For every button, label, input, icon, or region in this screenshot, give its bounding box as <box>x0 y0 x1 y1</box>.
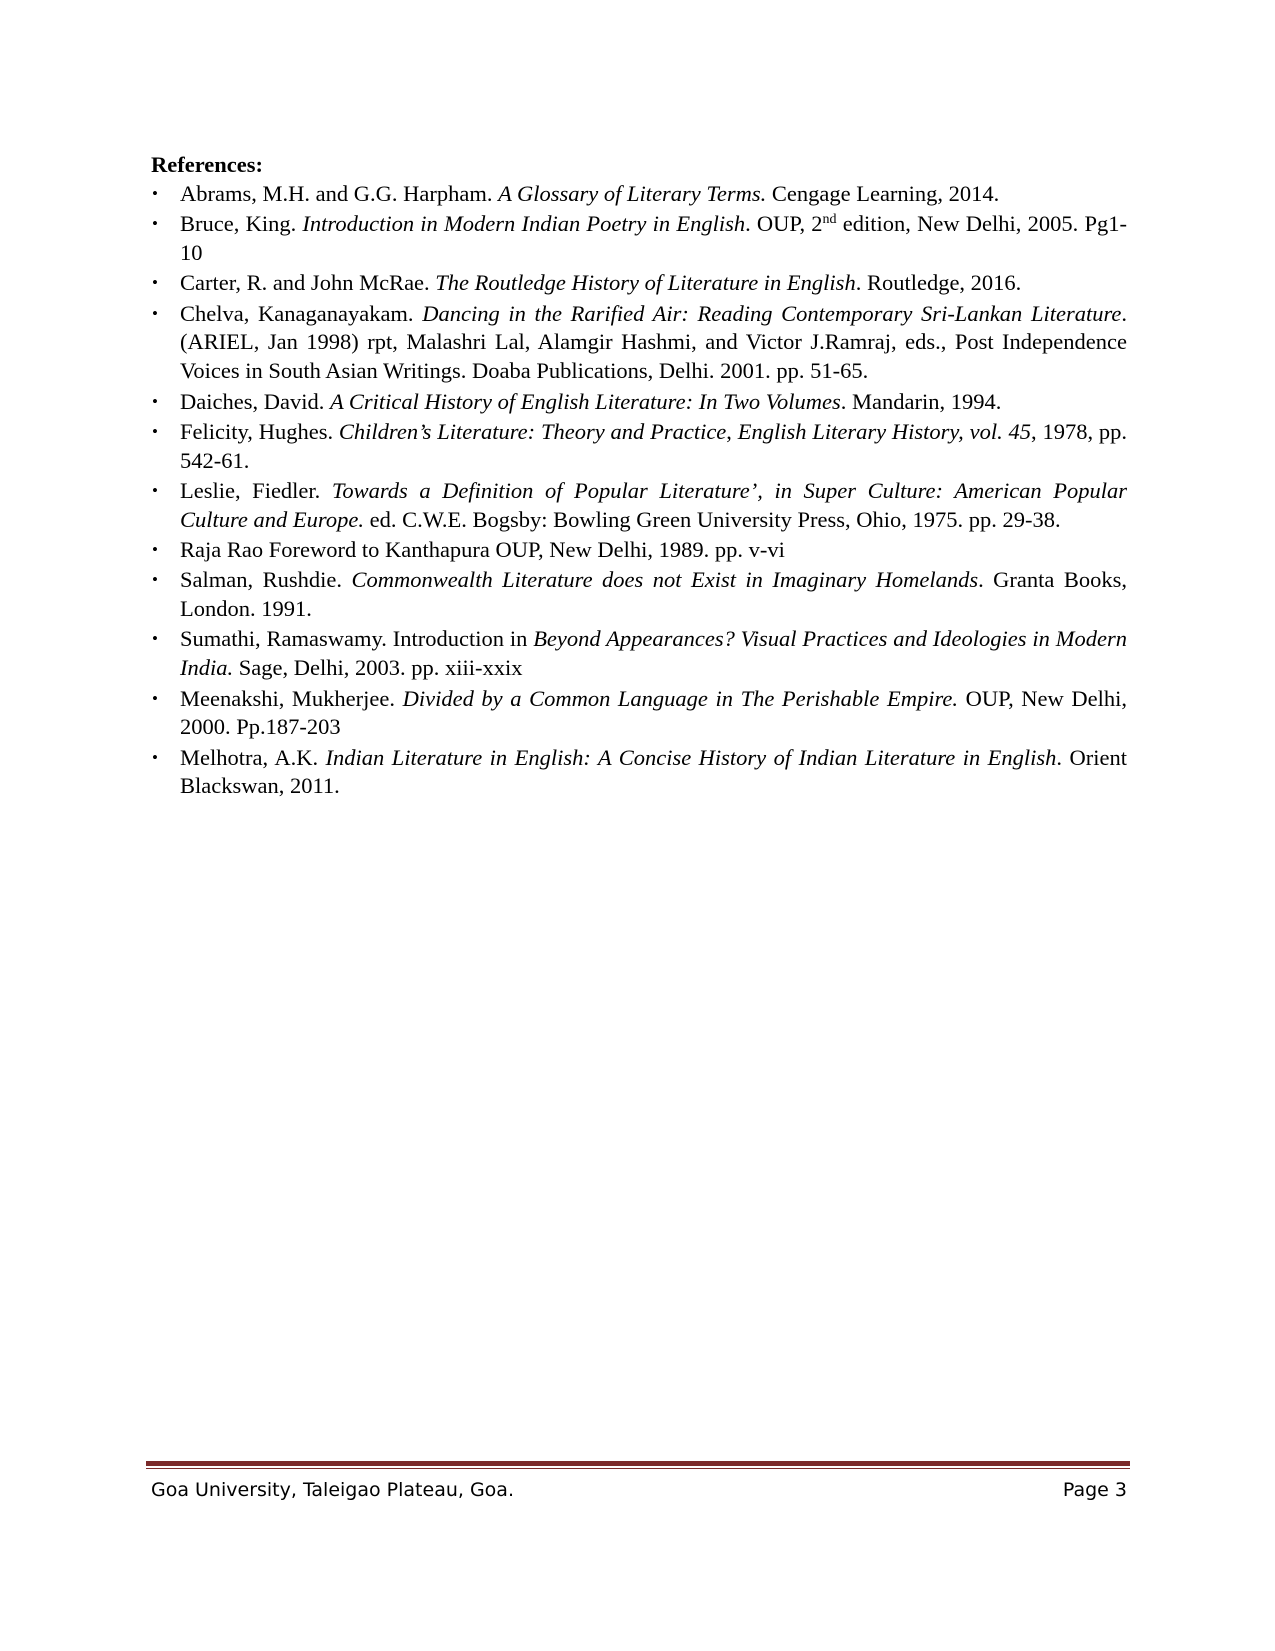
bullet-icon: • <box>152 629 158 649</box>
references-section <box>151 150 1127 803</box>
page-number: Page 3 <box>1062 1479 1127 1501</box>
bullet-icon: • <box>152 391 158 411</box>
reference-item: • Bruce, King. Introduction in Modern Indian Poetry in English. OUP, 2nd edition, New Delhi, 2005. Pg1-10 <box>152 211 1127 266</box>
bullet-icon: • <box>152 303 158 323</box>
bullet-icon: • <box>152 184 158 203</box>
reference-journal: English Literary History, vol. 45 <box>737 418 1032 444</box>
bullet-icon: • <box>152 214 158 234</box>
reference-title: Commonwealth Literature does not Exist in Imaginary Homelands <box>351 567 979 593</box>
reference-title: Towards a Definition of Popular Literature’, in Super Culture: American Popular Culture and Europe. <box>180 477 1128 532</box>
reference-item: • Sumathi, Ramaswamy. Introduction in Beyond Appearances? Visual Practices and Ideologies in Modern India. Sage, Delhi, 2003. pp. xiii-xxix <box>152 626 1127 681</box>
bullet-icon: • <box>152 747 158 767</box>
bullet-icon: • <box>152 480 158 500</box>
reference-item: • Melhotra, A.K. Indian Literature in English: A Concise History of Indian Literature in English. Orient Blackswan, 2011. <box>152 744 1127 799</box>
bullet-icon: • <box>152 540 158 560</box>
reference-item: • Daiches, David. A Critical History of English Literature: In Two Volumes. Mandarin, 1994. <box>151 388 1127 417</box>
reference-item: • Meenakshi, Mukherjee. Divided by a Common Language in The Perishable Empire. OUP, New Delhi, 2000. Pp.187-203 <box>152 685 1127 740</box>
footer-divider-thin <box>146 1468 1130 1469</box>
reference-item: • Raja Rao Foreword to Kanthapura OUP, New Delhi, 1989. pp. v-vi <box>151 536 1127 565</box>
reference-item: • Chelva, Kanaganayakam. Dancing in the Rarified Air: Reading Contemporary Sri-Lankan Literature. (ARIEL, Jan 1998) rpt, Malashri Lal, Alamgir Hashmi, and Victor J.Ramraj, eds., Post Independence Voices in South Asian Writings. Doaba Publications, Delhi. 2001. pp. 51-65. <box>152 300 1128 384</box>
bullet-icon: • <box>152 688 158 708</box>
reference-item: • Felicity, Hughes. Children’s Literature: Theory and Practice, English Literary History, vol. 45, 1978, pp. 542-61. <box>152 418 1128 473</box>
reference-title: Divided by a Common Language in The Perishable Empire. <box>402 685 958 711</box>
footer-institution: Goa University, Taleigao Plateau, Goa. <box>151 1479 514 1501</box>
references-list <box>151 180 1127 801</box>
page-footer <box>151 1477 1127 1503</box>
reference-title: Introduction in Modern Indian Poetry in English <box>302 211 746 237</box>
references-heading: References: <box>151 152 264 177</box>
reference-title: The Routledge History of Literature in English <box>435 270 856 296</box>
reference-title: A Critical History of English Literature: In Two Volumes <box>329 388 841 414</box>
reference-item: • Abrams, M.H. and G.G. Harpham. A Glossary of Literary Terms. Cengage Learning, 2014. <box>151 180 1127 209</box>
reference-title: Dancing in the Rarified Air: Reading Contemporary Sri-Lankan Literature <box>422 300 1122 326</box>
reference-title: Indian Literature in English: A Concise History of Indian Literature in English <box>325 744 1057 770</box>
reference-item: • Carter, R. and John McRae. The Routledge History of Literature in English. Routledge, 2016. <box>151 269 1127 298</box>
bullet-icon: • <box>152 421 158 441</box>
footer-divider-thick <box>146 1461 1130 1466</box>
reference-item: • Leslie, Fiedler. Towards a Definition of Popular Literature’, in Super Culture: American Popular Culture and Europe. ed. C.W.E. Bogsby: Bowling Green University Press, Ohio, 1975. pp. 29-38. <box>152 477 1128 532</box>
bullet-icon: • <box>152 273 158 293</box>
bullet-icon: • <box>152 570 158 590</box>
reference-title: Children’s Literature: Theory and Practice <box>338 418 727 444</box>
reference-title: Beyond Appearances? Visual Practices and Ideologies in Modern India. <box>180 626 1127 681</box>
reference-item: • Salman, Rushdie. Commonwealth Literature does not Exist in Imaginary Homelands. Granta Books, London. 1991. <box>152 567 1128 622</box>
reference-title: A Glossary of Literary Terms. <box>498 181 767 206</box>
